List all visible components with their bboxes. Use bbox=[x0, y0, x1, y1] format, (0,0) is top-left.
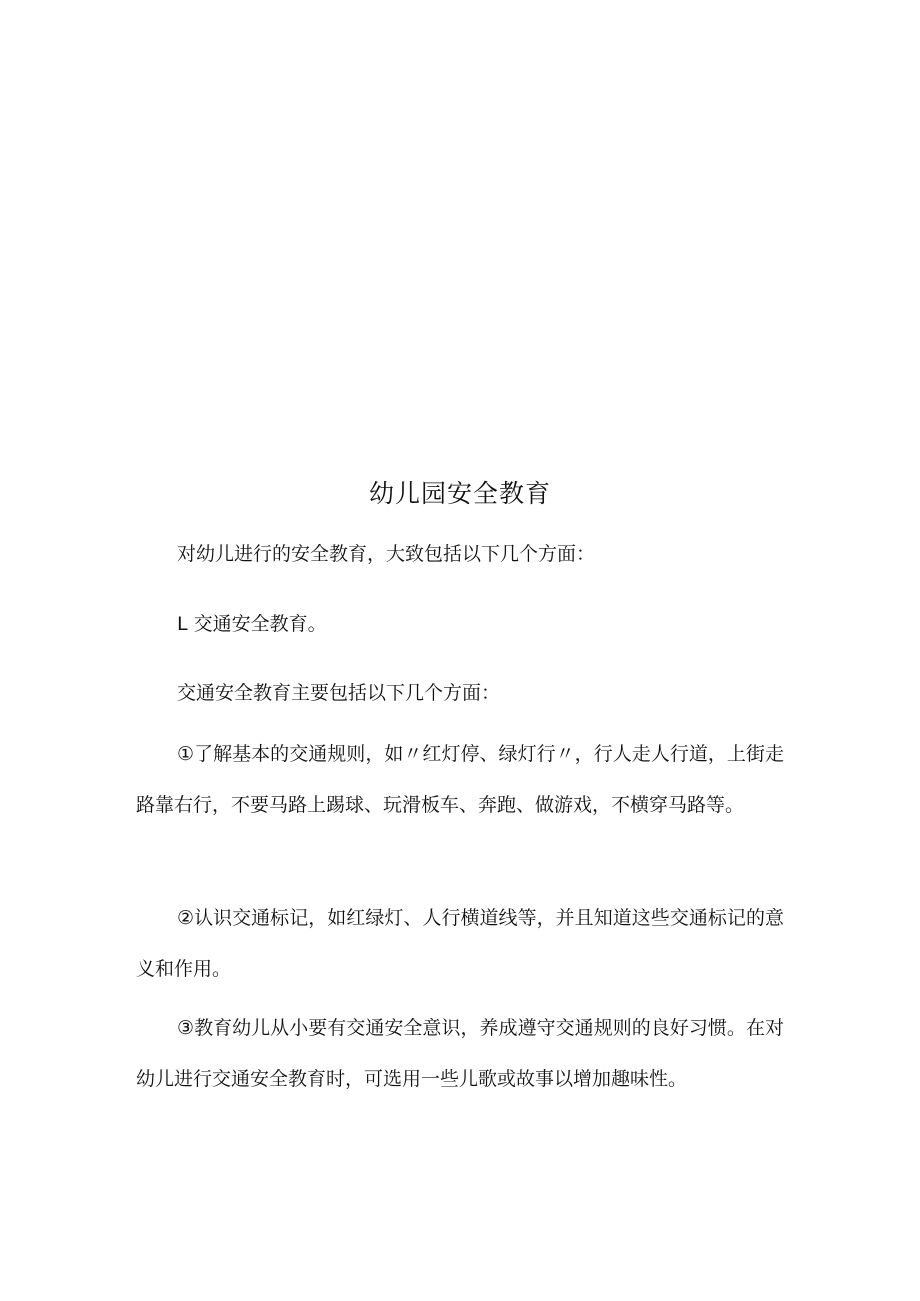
paragraph-item-3: ③教育幼儿从小要有交通安全意识，养成遵守交通规则的良好习惯。在对幼儿进行交通安全教育时，可选用一些儿歌或故事以增加趣味性。 bbox=[136, 1017, 784, 1090]
paragraph-section-intro: 交通安全教育主要包括以下几个方面： bbox=[177, 682, 501, 704]
paragraph-item-1: ①了解基本的交通规则，如〃红灯停、绿灯行〃，行人走人行道，上街走路靠右行，不要马路上踢球、玩滑板车、奔跑、做游戏，不横穿马路等。 bbox=[136, 743, 784, 816]
document-title: 幼儿园安全教育 bbox=[368, 479, 551, 508]
paragraph-item-2: ②认识交通标记，如红绿灯、人行横道线等，并且知道这些交通标记的意义和作用。 bbox=[136, 907, 784, 980]
paragraph-section-heading: L 交通安全教育。 bbox=[177, 613, 327, 635]
paragraph-intro: 对幼儿进行的安全教育，大致包括以下几个方面： bbox=[177, 543, 596, 565]
